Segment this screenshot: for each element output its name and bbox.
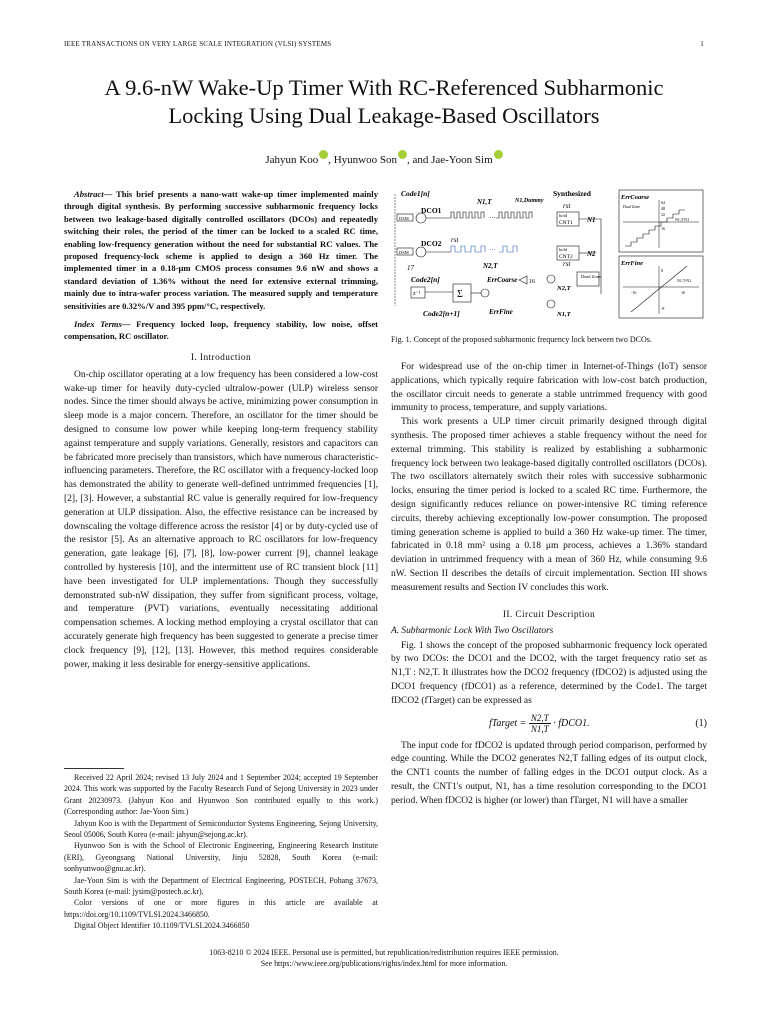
abstract-text: This brief presents a nano-watt wake-up timer implemented mainly through digital synthesis. By performing successive subharmonic frequency locks between two leakage-based digitally controlled oscillators (DCOs) and repeatedly switching their roles, the period of the timer can be locked to a scaled RC time, enabling low-frequency generation without the need for substantial RC values. The proposed frequency-lock scheme is applied to design a 360 Hz timer. The implemented timer in a 0.18-μm CMOS process consumes 9.6 nW and shows a standard deviation of 1.36% without the need for extensive external trimming, mainly due to intra-wafer process variation. The measured supply and temperature sensitivities are 0.32%/V and 395 ppm/°C, respectively. (64, 189, 378, 311)
equation-1 (391, 713, 707, 734)
subsection-heading: A. Subharmonic Lock With Two Oscillators (391, 625, 554, 636)
fig-label-n1: N1 (587, 216, 596, 224)
gain-symbol (519, 276, 527, 284)
equation-rhs: · fDCO1. (553, 717, 590, 729)
copyright-line-2[interactable]: See https://www.ieee.org/publications/rights/index.html for more information. (260, 959, 508, 968)
fig-label-errcoarse: ErrCoarse (487, 276, 518, 284)
orcid-icon[interactable] (319, 150, 328, 159)
svg-text:···: ··· (489, 214, 496, 222)
title-line-1: A 9.6-nW Wake-Up Timer With RC-Referenced Subharmonic (104, 75, 664, 100)
abstract: Abstract— This brief presents a nano-watt wake-up timer implemented mainly through digital synthesis. By performing successive subharmonic frequency locks between two leakage-based digitally controlled oscillators (DCOs) and repeatedly switching their roles, the period of the timer can be locked to a scaled RC time, enabling low-frequency generation without the need for substantial RC values. The proposed frequency-lock scheme is applied to design a 360 Hz timer. The implemented timer in a 0.18-μm CMOS process consumes 9.6 nW and shows a standard deviation of 1.36% without the need for extensive external trimming, mainly due to intra-wafer process variation. The measured supply and temperature sensitivities are 0.32%/V and 395 ppm/°C, respectively. (64, 189, 378, 311)
plot-label-dualzone: Dual Zone (623, 204, 640, 209)
page-number: 1 (700, 40, 704, 48)
copyright-notice (64, 947, 704, 969)
paragraph: For widespread use of the on-chip timer in Internet-of-Things (IoT) sensor applications, which typically require fabrication with low-cost batch production, the oscillator circuit needs to generate a stable untrimmed frequency with good immunity to process, temperature, and supply variations. (391, 362, 707, 414)
figure-1 (391, 186, 707, 328)
fig-label-dsm: DSM (399, 216, 409, 221)
equation-body (489, 713, 590, 734)
subtract-symbol-2 (547, 300, 555, 308)
fig-label-rst-2: rst (451, 236, 459, 244)
figure-diagram (391, 186, 707, 328)
equation-numerator: N2,T (530, 712, 549, 723)
orcid-icon[interactable] (494, 150, 503, 159)
footnote-doi: Digital Object Identifier 10.1109/TVLSI.2024.3466850 (74, 921, 250, 931)
author-sim: and Jae-Yoon Sim (412, 154, 493, 166)
fig-label-dco1: DCO1 (421, 206, 442, 215)
paragraph: This work presents a ULP timer circuit primarily designed through digital synthesis. The proposed timer achieves a stable frequency without the need for external trimming. This stability is realized by establishing a subharmonic frequency lock between two leakage-based digitally controlled oscillators (DCOs). The two oscillators alternately switch their roles with successive subharmonic locks, ensuring the timer period is locked to a scaled RC time. Furthermore, the design significantly reduces reliance on power-intensive RC timing reference circuits, thereby achieving exceptionally low-power consumption. The proposed timing generation scheme is applied to build a 360 Hz wake-up timer. The timer, fabricated in 0.18 mm² using a 0.18 μm process, achieves a 1.36% standard deviation in untrimmed frequency with a mean of 360 Hz, while consuming 9.6 nW. Section II describes the details of circuit implementation. Section III shows measurement results and Section IV concludes this work. (391, 417, 707, 593)
section-heading: II. Circuit Description (502, 609, 596, 620)
fig-label-rst-3: rst (563, 260, 571, 268)
author-koo: Jahyun Koo (265, 154, 319, 166)
fig-label-n1t: N1,T (477, 198, 492, 206)
fig-label-n2t: N2,T (483, 262, 498, 270)
tick-16b: 16 (681, 290, 685, 295)
index-terms-label: Index Terms (74, 319, 122, 330)
fig-label-sigma: Σ (457, 289, 463, 300)
section-heading: I. Introduction (190, 352, 252, 363)
left-column (64, 188, 378, 672)
fig-label-dsm-2: DSM (399, 250, 409, 255)
fig-label-17: 17 (407, 264, 414, 272)
orcid-icon[interactable] (398, 150, 407, 159)
fig-label-synthesized: Synthesized (553, 189, 591, 198)
fig-label-cnt1: CNT1 (559, 220, 573, 226)
footnote-color: Color versions of one or more figures in this article are available at https://doi.org/10.1109/TVLSI.2024.3466850. (64, 898, 378, 919)
plot-label-errfine: ErrFine (621, 260, 644, 267)
subtract-symbol (547, 275, 555, 283)
index-terms: Index Terms— Frequency locked loop, frequency stability, low noise, offset compensation, RC oscillator. (64, 319, 379, 342)
tick-64: 64 (661, 200, 665, 205)
right-column (391, 186, 707, 809)
plot-label-n1tn1: N1,T-N1 (675, 217, 690, 222)
paragraph: The input code for fDCO2 is updated through period comparison, performed by edge counting. While the DCO2 generates N2,T falling edges of its output clock, the CNT1 counts the number of falling edges in the DCO1 output clock. As a result, the CNT1's output, N1, has a time resolution corresponding to the DCO1 period. When fDCO2 is higher (or lower) than fTarget, N1 will have a smaller (391, 740, 707, 806)
plot-label-errcoarse: ErrCoarse (621, 194, 650, 201)
footnote-rule (64, 768, 124, 769)
paper-title (40, 74, 728, 130)
footnote-received: Received 22 April 2024; revised 13 July 2024 and 1 September 2024; accepted 19 September 2024. This work was supported by the Faculty Research Fund of Sejong University in 2023 under Grant 20230973. (Jahyun Koo and Hyunwoo Son contributed equally to this work.) (Corresponding author: Jae-Yoon Sim.) (64, 773, 378, 817)
equation-lhs: fTarget = (489, 717, 527, 729)
footnote-sim: Jae-Yoon Sim is with the Department of Electrical Engineering, POSTECH, Pohang 37673, South Korea (e-mail: jysim@postech.ac.kr). (64, 875, 378, 897)
fig-label-zinv: z⁻¹ (413, 291, 421, 297)
fig-label-hold-2: hold (559, 247, 568, 252)
fig-label-code2n1: Code2[n+1] (423, 309, 460, 318)
author-son: Hyunwoo Son (333, 154, 397, 166)
equation-denominator: N1,T (530, 723, 549, 734)
fig-label-code2: Code2[n] (411, 275, 440, 284)
paragraph: Fig. 1 shows the concept of the proposed subharmonic frequency lock operated by two DCOs: the DCO1 and the DCO2, with the target frequency ratio set as N1,T : N2,T. It illustrates how the DCO2 frequency (fDCO2) is adjusted using the DCO1 frequency (fDCO1) as a reference, determined by the Code1. The target fDCO2 (fTarget) can be expressed as (391, 640, 707, 706)
fig-label-hold: hold (559, 213, 568, 218)
title-line-2: Locking Using Dual Leakage-Based Oscillators (168, 103, 600, 128)
fig-label-16: 16 (529, 279, 535, 285)
tick-48: 48 (661, 206, 665, 211)
fig-label-errfine: ErrFine (489, 308, 513, 316)
adder-symbol (481, 289, 489, 297)
tick-32: 32 (661, 212, 665, 217)
fig-label-n1t-2: N1,T (557, 311, 571, 318)
tick-8: 8 (661, 268, 663, 273)
dco2-waveform (451, 246, 517, 252)
footnote-koo: Jahyun Koo is with the Department of Semiconductor Systems Engineering, Sejong University, Seoul 05006, South Korea (e-mail: jahyun@sejong.ac.kr). (64, 818, 378, 840)
fig-label-deadzone: Dead Zone (581, 274, 601, 279)
fig-label-n2: N2 (587, 250, 596, 258)
equation-number: (1) (695, 717, 707, 729)
fig-label-n1dummy: N1,Dummy (515, 198, 544, 204)
fig-label-code1: Code1[n] (401, 189, 430, 198)
figure-caption: Fig. 1. Concept of the proposed subharmonic frequency lock between two DCOs. (391, 335, 652, 344)
fig-label-n2t-2: N2,T (557, 285, 571, 292)
paragraph: On-chip oscillator operating at a low frequency has been considered a low-cost wake-up timer for heavily duty-cycled ultralow-power (ULP) wireless sensor nodes. Since the timer should always be active, minimizing power consumption in sleep mode is a major concern. Therefore, an oscillator for the timer should be designed to consume low power while keeping long-term frequency stability against temperature and supply variations. Generally, resistors and capacitors can be fabricated more precisely than transistors, which have numerous characteristic-influencing parameters. Therefore, the RC oscillator with a frequency-locked loop has demonstrated the ability to generate well-defined untrimmed frequencies [1], [2], [3]. However, a substantial RC value is generally required for low-frequency generation at ULP dissipation. Also, the effective resistance can be increased by downscaling the voltage difference across the resistor [4] or by duty-cycled use of the resistor [5]. As an alternative approach to RC oscillators for low-frequency generation, gate leakage [6], [7], [8], low-power current [9], channel leakage controlled by hysteresis [10], and the intermittent use of RC transient block [11] have been investigated for ULP implementations. Though they successfully demonstrated sub-nW dissipation, they suffer from significant process, voltage, and temperature (PVT) variations, eventually necessitating additional compensation schemes. A locking method employing a crystal oscillator that can accurately generate high frequency has been suggested to generate a precise timer clock frequency [9], [12], [13]. However, this method requires considerable power, making it less desirable for energy-sensitive applications. (64, 369, 378, 670)
running-head (64, 40, 704, 48)
tick-m8: -8 (661, 306, 665, 311)
plot-label-n1tn1-b: N1,T-N1 (677, 278, 692, 283)
equation-fraction (529, 713, 551, 734)
footnote (64, 772, 378, 932)
tick-m16: -16 (631, 290, 637, 295)
fig-label-rst: rst (563, 202, 571, 210)
copyright-line-1: 1063-8210 © 2024 IEEE. Personal use is permitted, but republication/redistribution requires IEEE permission. (209, 948, 559, 957)
fig-label-dco2: DCO2 (421, 239, 442, 248)
author-list: Jahyun Koo , Hyunwoo Son , and Jae-Yoon Sim (40, 150, 728, 166)
footnote-son: Hyunwoo Son is with the School of Electronic Engineering, Engineering Research Institute (ERI), Gyeongsang National University, Jinju 52828, South Korea (e-mail: sonhyunwoo@gnu.ac.kr). (64, 841, 378, 874)
coarse-staircase (625, 210, 685, 246)
index-terms-text: Frequency locked loop, frequency stability, low noise, offset compensation, RC oscillator. (64, 319, 379, 342)
abstract-label: Abstract (74, 189, 104, 199)
svg-text:···: ··· (489, 246, 496, 254)
dco2-symbol (416, 247, 426, 257)
tick-16: 16 (661, 226, 665, 231)
fig-label-cnt2: CNT2 (559, 254, 573, 260)
journal-name: IEEE TRANSACTIONS ON VERY LARGE SCALE INTEGRATION (VLSI) SYSTEMS (64, 40, 332, 48)
